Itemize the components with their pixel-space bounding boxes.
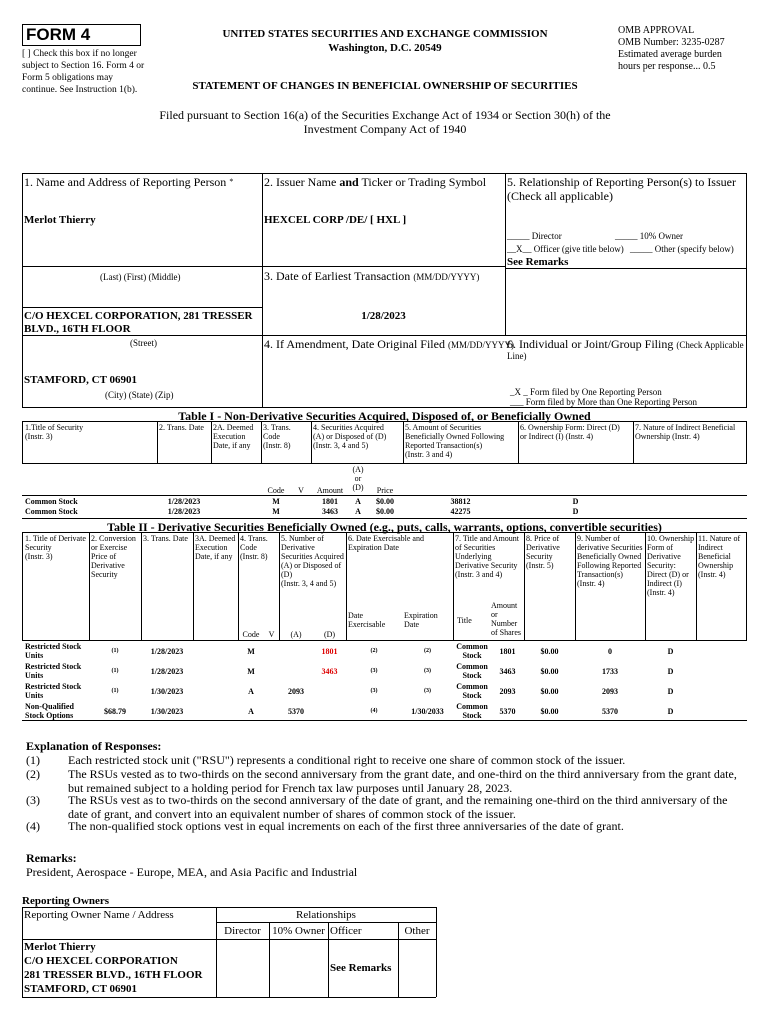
t2-row-exercisable: (2) (370, 648, 378, 654)
t2-col-conversion: 2. Conversion or Exercise Price of Derivative Security (91, 534, 136, 579)
t2-col-deemed-date: 3A. Deemed Execution Date, if any (195, 534, 236, 561)
t1-col-ownership-form: 6. Ownership Form: Direct (D) or Indirect (I) (Instr. 4) (520, 423, 620, 441)
t2-sub-a: (A) (290, 630, 302, 639)
t1-col-acquired: 4. Securities Acquired (A) or Disposed of (D) (Instr. 3, 4 and 5) (313, 423, 387, 450)
t2-row-expiration: (2) (424, 648, 431, 654)
t2-row-underlying-title: Common Stock (456, 682, 488, 700)
owner-name-line4: STAMFORD, CT 06901 (24, 983, 137, 995)
street-line1: C/O HEXCEL CORPORATION, 281 TRESSER (24, 310, 253, 322)
t1-row-owned: 42275 (450, 507, 471, 516)
t1-col-deemed-date: 2A. Deemed Execution Date, if any (213, 423, 254, 450)
explanation-number: (1) (26, 753, 40, 767)
t1-row-code: M (272, 497, 280, 506)
t1-row-a-or-d: A (355, 507, 361, 516)
t2-row-date: 1/28/2023 (150, 667, 184, 676)
t2-col-price: 8. Price of Derivative Security (Instr. 5) (526, 534, 560, 570)
t1-sub-v: V (298, 486, 304, 495)
t2-row-title: Restricted Stock Units (25, 682, 82, 700)
owners-col-officer: Officer (330, 925, 362, 937)
explanation-number: (4) (26, 819, 40, 833)
t2-row-d: 1801 (321, 647, 338, 656)
t2-row-code: A (248, 707, 254, 716)
t2-row-conversion: $68.79 (104, 707, 126, 716)
t2-sub-title: Title (457, 616, 472, 625)
explanation-text: The non-qualified stock options vest in equal increments on each of the first three anniversaries of the date of grant. (68, 819, 624, 833)
t2-row-conversion: (1) (111, 688, 119, 694)
t1-sub-a-or-d: (A) or (D) (352, 465, 364, 492)
filed-pursuant-line2: Investment Company Act of 1940 (303, 122, 467, 136)
t1-row-amount: 1801 (322, 497, 338, 506)
t1-row-amount: 3463 (322, 507, 338, 516)
one-reporting-person: _X _ Form filed by One Reporting Person (510, 387, 662, 397)
t2-row-exercisable: (3) (370, 688, 378, 694)
t1-col-owned: 5. Amount of Securities Beneficially Owned Following Reported Transaction(s) (Instr. 3 and 4) (405, 423, 505, 459)
box3-label: 3. Date of Earliest Transaction (MM/DD/YYYY) (264, 269, 480, 283)
table1-title: Table I - Non-Derivative Securities Acquired, Disposed of, or Beneficially Owned (178, 409, 591, 423)
omb-approval (618, 25, 768, 73)
t2-row-underlying-amount: 1801 (499, 647, 516, 656)
owners-col-director: Director (224, 925, 261, 937)
t1-row-title: Common Stock (25, 497, 78, 506)
box5-label-line1: 5. Relationship of Reporting Person(s) to Issuer (507, 175, 736, 189)
agency-line1: UNITED STATES SECURITIES AND EXCHANGE COMMISSION (222, 28, 548, 40)
t2-row-form: D (667, 667, 674, 676)
t2-col-number: 5. Number of Derivative Securities Acquired (A) or Disposed of (D) (Instr. 3, 4 and 5) (281, 534, 344, 588)
explanation-text: The RSUs vest as to two-thirds on the second anniversary of the date of grant, and the remaining one-third on the third anniversary of the date of grant, and convert into an equivalent number of shares of common stock of the issuer. (68, 793, 728, 821)
t2-sub-expiration: Expiration Date (404, 611, 438, 629)
reporting-person-name: Merlot Thierry (24, 214, 96, 226)
t2-row-conversion: (1) (111, 668, 119, 674)
t1-sub-code: Code (267, 486, 285, 495)
t2-col-dates: 6. Date Exercisable and Expiration Date (348, 534, 424, 552)
relationship-director: _____ Director (507, 231, 562, 241)
t1-col-indirect: 7. Nature of Indirect Beneficial Ownership (Instr. 4) (635, 423, 736, 441)
omb-line2: OMB Number: 3235-0287 (618, 37, 725, 48)
omb-line3: Estimated average burden (618, 49, 722, 60)
relationship-ten-percent: _____ 10% Owner (615, 231, 683, 241)
footnote-asterisk: * (229, 177, 234, 186)
box6-label: 6. Individual or Joint/Group Filing (Check Applicable (507, 337, 744, 351)
t2-row-underlying-amount: 5370 (499, 707, 516, 716)
t2-row-expiration: 1/30/2033 (411, 707, 444, 716)
check-box-note: [ ] Check this box if no longer subject to Section 16. Form 4 or Form 5 obligations may continue. See Instruction 1(b). (22, 49, 145, 95)
t2-sub-code: Code (242, 630, 260, 639)
t2-row-title: Restricted Stock Units (25, 662, 82, 680)
t1-row-price: $0.00 (376, 507, 394, 516)
city-state-zip: STAMFORD, CT 06901 (24, 374, 137, 386)
remarks-heading: Remarks: (26, 851, 77, 865)
t1-row-a-or-d: A (355, 497, 361, 506)
t2-row-a: 5370 (288, 707, 304, 716)
box2-label: 2. Issuer Name and Ticker or Trading Symbol (264, 175, 487, 189)
t2-row-title: Restricted Stock Units (25, 642, 82, 660)
omb-line4: hours per response... 0.5 (618, 61, 716, 72)
t2-row-price: $0.00 (540, 687, 559, 696)
t2-sub-v: V (268, 630, 275, 639)
explanation-text: Each restricted stock unit ("RSU") represents a conditional right to receive one share of common stock of the issuer. (68, 753, 626, 767)
t2-row-exercisable: (3) (370, 668, 378, 674)
name-parts-caption: (Last) (First) (Middle) (100, 272, 181, 282)
city-caption: (City) (State) (Zip) (105, 390, 174, 400)
t2-row-underlying-title: Common Stock (456, 662, 488, 680)
t2-row-code: M (247, 667, 255, 676)
see-remarks: See Remarks (507, 256, 569, 268)
earliest-transaction-date: 1/28/2023 (361, 310, 406, 322)
t2-row-owned: 5370 (602, 707, 618, 716)
t1-col-trans-date: 2. Trans. Date (159, 423, 204, 432)
owner-name-line2: C/O HEXCEL CORPORATION (24, 955, 178, 967)
street-line2: BLVD., 16TH FLOOR (24, 323, 131, 335)
owner-officer-value: See Remarks (330, 962, 392, 974)
t1-row-date: 1/28/2023 (167, 497, 201, 506)
t1-sub-price: Price (376, 486, 394, 495)
t1-row-price: $0.00 (376, 497, 394, 506)
t2-row-owned: 0 (608, 647, 612, 656)
t2-row-underlying-title: Common Stock (456, 642, 488, 660)
t1-sub-amount: Amount (316, 486, 344, 495)
relationship-other: _____ Other (specify below) (630, 244, 734, 254)
t2-row-exercisable: (4) (370, 708, 378, 714)
more-reporting-persons: ___ Form filed by More than One Reporting Person (510, 397, 697, 407)
t1-row-code: M (272, 507, 280, 516)
t2-row-d: 3463 (321, 667, 338, 676)
t2-sub-d: (D) (323, 630, 336, 639)
t2-row-underlying-amount: 2093 (499, 687, 516, 696)
t2-sub-exercisable: Date Exercisable (348, 611, 386, 629)
box5-label-line2: (Check all applicable) (507, 189, 613, 203)
t2-sub-amount: Amount or Number of Shares (491, 601, 521, 637)
t2-row-date: 1/30/2023 (150, 707, 184, 716)
explanation-number: (2) (26, 767, 40, 781)
issuer-name: HEXCEL CORP /DE/ [ HXL ] (264, 214, 407, 226)
filed-pursuant-line1: Filed pursuant to Section 16(a) of the Securities Exchange Act of 1934 or Section 30(h) of the (159, 108, 611, 122)
t1-row-owned: 38812 (450, 497, 471, 506)
t2-col-trans-date: 3. Trans. Date (143, 534, 188, 543)
t2-col-owned: 9. Number of derivative Securities Beneficially Owned Following Reported Transaction(s) (Instr. 4) (577, 534, 643, 588)
t2-row-form: D (667, 647, 674, 656)
t2-row-expiration: (3) (424, 688, 431, 694)
t2-col-title: 1. Title of Derivate Security (Instr. 3) (25, 534, 86, 561)
t2-row-form: D (667, 687, 674, 696)
t2-row-underlying-title: Common Stock (456, 702, 488, 720)
t2-row-expiration: (3) (424, 668, 431, 674)
reporting-owners-heading: Reporting Owners (22, 895, 110, 907)
t2-row-price: $0.00 (540, 667, 559, 676)
t2-row-date: 1/28/2023 (150, 647, 184, 656)
t2-row-code: M (247, 647, 255, 656)
street-caption: (Street) (130, 338, 157, 348)
form-title: FORM 4 (22, 24, 141, 46)
owner-name-line1: Merlot Thierry (24, 941, 96, 953)
agency-line2: Washington, D.C. 20549 (328, 42, 442, 54)
statement-title: STATEMENT OF CHANGES IN BENEFICIAL OWNERSHIP OF SECURITIES (192, 80, 578, 92)
t2-col-indirect: 11. Nature of Indirect Beneficial Ownership (Instr. 4) (698, 534, 741, 579)
t1-row-date: 1/28/2023 (167, 507, 201, 516)
omb-line1: OMB APPROVAL (618, 25, 695, 36)
t2-row-code: A (248, 687, 254, 696)
owners-col-ten-percent: 10% Owner (272, 925, 325, 937)
explanation-number: (3) (26, 793, 40, 807)
t2-row-title: Non-Qualified Stock Options (25, 702, 74, 720)
t1-row-form: D (572, 497, 579, 506)
owners-col-relationships: Relationships (296, 909, 356, 921)
t2-col-underlying: 7. Title and Amount of Securities Underlying Derivative Security (Instr. 3 and 4) (455, 534, 520, 579)
t2-row-owned: 2093 (602, 687, 618, 696)
remarks-text: President, Aerospace - Europe, MEA, and Asia Pacific and Industrial (26, 865, 358, 879)
t2-row-date: 1/30/2023 (150, 687, 184, 696)
explanation-heading: Explanation of Responses: (26, 739, 162, 753)
box4-label: 4. If Amendment, Date Original Filed (MM/DD/YYYY) (264, 337, 514, 351)
t1-col-title: 1.Title of Security (Instr. 3) (25, 423, 84, 441)
owner-name-line3: 281 TRESSER BLVD., 16TH FLOOR (24, 969, 203, 981)
t2-row-a: 2093 (288, 687, 304, 696)
owners-col-name: Reporting Owner Name / Address (24, 909, 174, 921)
explanation-text: The RSUs vested as to two-thirds on the second anniversary from the grant date, and one-third on the third anniversary from the grant date, but remained subject to a holding period for French tax law purposes until January 28, 2023. (68, 767, 737, 795)
t1-row-form: D (572, 507, 579, 516)
t2-row-form: D (667, 707, 674, 716)
t2-row-price: $0.00 (540, 647, 559, 656)
relationship-officer: __X__ Officer (give title below) (507, 244, 624, 254)
t1-col-code: 3. Trans. Code (Instr. 8) (263, 423, 291, 450)
t2-row-price: $0.00 (540, 707, 559, 716)
t2-row-owned: 1733 (602, 667, 618, 676)
t2-row-underlying-amount: 3463 (499, 667, 516, 676)
owners-col-other: Other (404, 925, 430, 937)
box6-label-line2: Line) (507, 351, 527, 361)
box1-label: 1. Name and Address of Reporting Person * (24, 175, 234, 189)
t2-col-code: 4. Trans. Code (Instr. 8) (240, 534, 268, 561)
t2-col-ownership-form: 10. Ownership Form of Derivative Security: Direct (D) or Indirect (I) (Instr. 4) (647, 534, 695, 597)
t1-row-title: Common Stock (25, 507, 78, 516)
table2-title-text: Table II - Derivative Securities Beneficially Owned (e.g., puts, calls, warrants, options, convertible securities) (107, 520, 662, 534)
t2-row-conversion: (1) (111, 648, 119, 654)
